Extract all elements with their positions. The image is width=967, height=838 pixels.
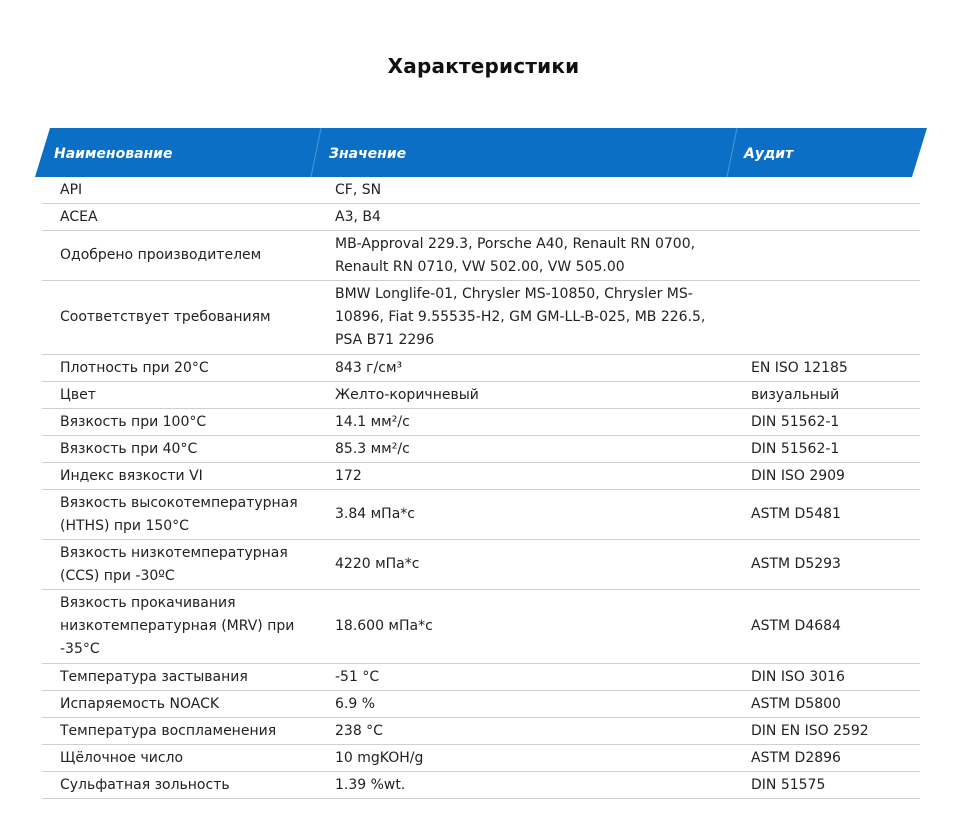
row-audit: ASTM D5293: [751, 556, 841, 572]
row-value: BMW Longlife-01, Chrysler MS-10850, Chrysler MS-10896, Fiat 9.55535-H2, GM GM-LL-B-025, MB 226.5, PSA B71 2296: [335, 286, 706, 348]
row-name: Вязкость низкотемпературная (CCS) при -30ºC: [60, 544, 288, 584]
table-row: [42, 718, 920, 745]
table-row: [42, 691, 920, 718]
row-name: Сульфатная зольность: [60, 776, 230, 793]
row-value: -51 °C: [335, 668, 380, 685]
row-value: MB-Approval 229.3, Porsche A40, Renault RN 0700, Renault RN 0710, VW 502.00, VW 505.00: [335, 235, 696, 275]
row-value: A3, B4: [335, 208, 381, 225]
table-row: [42, 664, 920, 691]
row-audit: DIN ISO 3016: [751, 668, 845, 685]
row-name: Температура воспламенения: [60, 722, 277, 739]
row-value: 18.600 мПа*с: [335, 618, 433, 634]
row-audit: DIN 51562-1: [751, 440, 840, 457]
column-header-audit: Аудит: [744, 146, 794, 162]
table-row: [42, 177, 920, 204]
row-value: 172: [335, 467, 362, 484]
characteristics-table: [42, 177, 920, 799]
row-audit: ASTM D5481: [751, 506, 841, 522]
table-row: [42, 231, 920, 281]
table-row: [42, 745, 920, 772]
row-audit: DIN 51575: [751, 776, 826, 793]
table-row: [42, 409, 920, 436]
row-value: CF, SN: [335, 181, 382, 198]
row-name: Плотность при 20°C: [60, 359, 209, 376]
row-name: Температура застывания: [60, 668, 248, 685]
row-audit: визуальный: [751, 386, 840, 403]
row-name: Испаряемость NOACK: [60, 695, 220, 712]
row-audit: ASTM D2896: [751, 749, 841, 766]
row-value: Желто-коричневый: [335, 386, 479, 403]
row-audit: ASTM D5800: [751, 695, 841, 712]
column-header-name: Наименование: [54, 146, 173, 162]
table-row: [42, 463, 920, 490]
row-audit: EN ISO 12185: [751, 359, 848, 376]
table-row: [42, 204, 920, 231]
row-audit: DIN EN ISO 2592: [751, 722, 869, 739]
row-name: Вязкость при 100°C: [60, 413, 207, 430]
column-header-value: Значение: [329, 146, 407, 162]
row-value: 85.3 мм²/с: [335, 440, 410, 457]
table-row: [42, 540, 920, 590]
row-value: 4220 мПа*с: [335, 556, 420, 572]
table-header: [35, 128, 927, 177]
row-value: 6.9 %: [335, 695, 376, 712]
table-row: [42, 355, 920, 382]
row-audit: ASTM D4684: [751, 618, 841, 634]
table-row: [42, 772, 920, 799]
table-row: [42, 382, 920, 409]
row-name: ACEA: [60, 208, 98, 225]
row-name: Вязкость высокотемпературная (HTHS) при 150°C: [60, 494, 298, 534]
row-name: Щёлочное число: [60, 749, 184, 766]
row-name: Соответствует требованиям: [60, 309, 271, 325]
table-row: [42, 436, 920, 463]
row-value: 238 °C: [335, 722, 383, 739]
table-row: [42, 281, 920, 355]
row-value: 3.84 мПа*с: [335, 506, 415, 522]
row-value: 10 mgKOH/g: [335, 749, 424, 766]
row-name: Цвет: [60, 386, 96, 403]
row-audit: DIN 51562-1: [751, 413, 840, 430]
page-title: Характеристики: [387, 54, 580, 78]
row-audit: DIN ISO 2909: [751, 467, 845, 484]
row-name: API: [60, 181, 83, 198]
row-name: Вязкость прокачивания низкотемпературная (MRV) при -35°C: [60, 595, 295, 657]
table-row: [42, 490, 920, 540]
row-value: 1.39 %wt.: [335, 776, 406, 793]
row-value: 14.1 мм²/с: [335, 413, 410, 430]
row-value: 843 г/см³: [335, 359, 403, 376]
row-name: Индекс вязкости VI: [60, 467, 203, 484]
table-row: [42, 590, 920, 664]
row-name: Одобрено производителем: [60, 247, 262, 263]
row-name: Вязкость при 40°C: [60, 440, 198, 457]
